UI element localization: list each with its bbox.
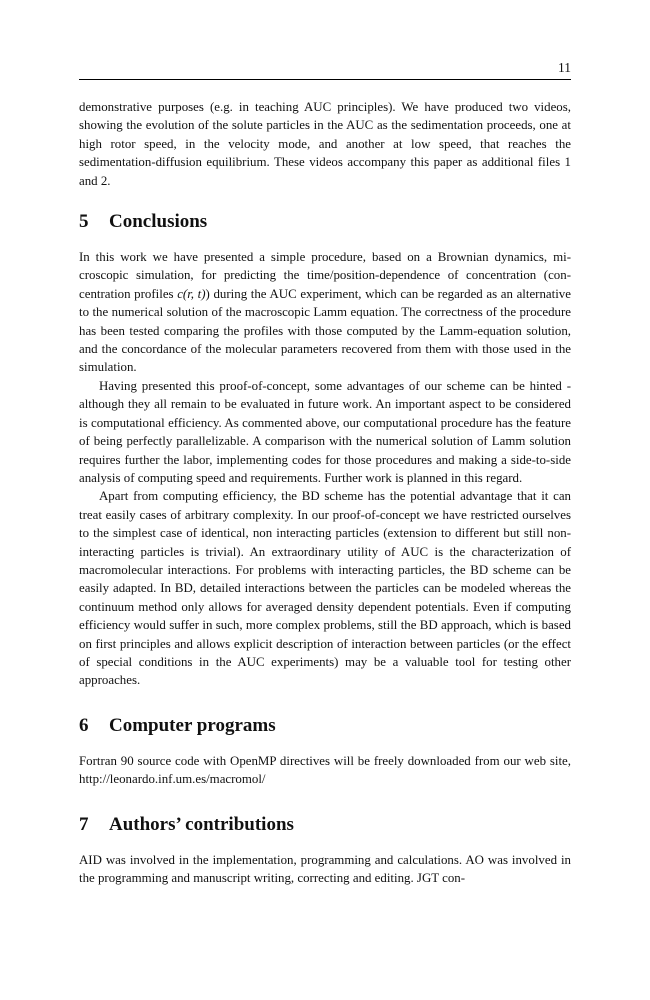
conclusions-paragraph-3: Apart from computing efficiency, the BD scheme has the potential advantage that it can treat easily cases of arbitrary complexity. In our proof-of-concept we have restricted ourselves to the simplest case of identical, non interacting particles (extension to different but still non-interacting particles is trivial). An extraordinary utility of AUC is the characterization of macromolecular interactions. For problems with interacting particles, the BD scheme can be easily adapted. In BD, detailed interactions between the particles can be modeled whereas the continuum method only allows for averaged density dependent potentials. Even if computing efficiency would suffer in such, more complex problems, still the BD approach, which is based on first principles and allows explicit description of interaction between particles (or the effect of special conditions in the AUC experiments) may be a valuable tool for testing other approaches. — [79, 489, 571, 688]
section-number: 5 — [79, 211, 89, 233]
intro-paragraph: demonstrative purposes (e.g. in teaching AUC principles). We have produced two videos, showing the evolution of the solute particles in the AUC as the sedimentation proceeds, one at high rotor speed, in the velocity mode, and another at low speed, that reaches the sedimentation-diffusion equilibrium. These videos accompany this paper as additional files 1 and 2. — [79, 100, 571, 188]
section-heading-conclusions — [79, 210, 571, 234]
section-heading-computer-programs — [79, 714, 571, 738]
section-number: 7 — [79, 813, 89, 835]
computer-programs-paragraph: Fortran 90 source code with OpenMP directives will be freely downloaded from our web site, http://leonardo.inf.um.es/macromol/ — [79, 753, 571, 787]
conclusions-paragraph-1 — [79, 248, 571, 377]
text-run: In this work we have presented a simple procedure, based on a Brownian dynamics, microscopic simulation, for predicting the time/position-dependence of concentration (concentration profiles — [79, 250, 571, 301]
page-number: 11 — [558, 60, 571, 75]
section-title: Authors’ contributions — [109, 813, 294, 835]
section-heading-authors-contributions — [79, 813, 571, 837]
header-rule — [79, 79, 571, 80]
section-title: Computer programs — [109, 714, 276, 736]
section-number: 6 — [79, 714, 89, 736]
authors-contributions-paragraph: AID was involved in the implementation, programming and calculations. AO was involved in the programming and manuscript writing, correcting and editing. JGT con- — [79, 852, 571, 885]
page-content — [79, 98, 571, 887]
section-title: Conclusions — [109, 211, 208, 233]
math-concentration-profile: c(r, t) — [177, 286, 206, 301]
conclusions-paragraph-2: Having presented this proof-of-concept, some advantages of our scheme can be hinted - although they all remain to be evaluated in future work. An important aspect to be considered is computational efficiency. As commented above, our computational procedure has the feature of being perfectly parallelizable. A comparison with the numerical solution of Lamm solution requires further the labor, implementing codes for those procedures and making a side-to-side analysis of computing speed and requirements. Further work is planned in this regard. — [79, 378, 571, 485]
text-run: ) during the AUC experiment, which can be regarded as an alternative to the numerical solution of the macroscopic Lamm equation. The correctness of the procedure has been tested comparing the profiles with those computed by the Lamm-equation solution, and the concordance of the molecular parameters recovered from them with those used in the simulation. — [79, 286, 571, 375]
